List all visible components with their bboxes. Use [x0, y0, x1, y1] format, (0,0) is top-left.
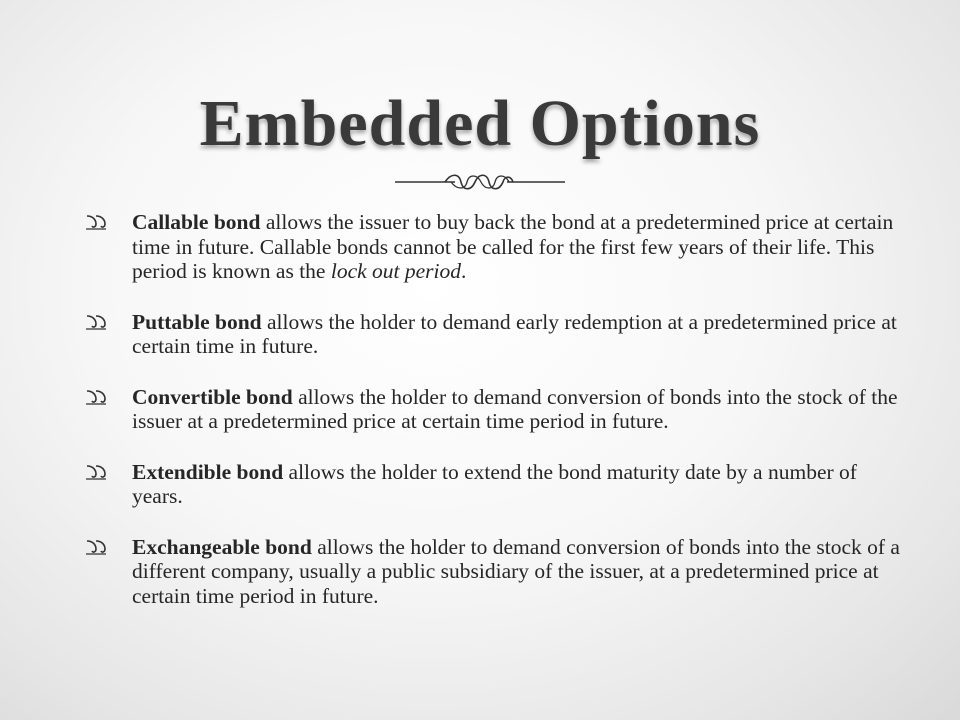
list-item [84, 535, 904, 609]
list-item [84, 210, 904, 284]
ornamental-scroll-bullet-icon [84, 462, 108, 482]
bullet-term: Callable bond [132, 210, 261, 234]
bullet-text: allows the holder to demand conversion of bonds into the stock of the issuer at a predetermined price at certain time period in future. [132, 384, 898, 433]
bullet-term: Convertible bond [132, 384, 293, 409]
list-item [84, 460, 904, 509]
bullet-term: Puttable bond [132, 309, 262, 334]
bullet-emphasis: lock out period [330, 259, 462, 283]
list-item [84, 385, 904, 434]
bullet-term: Extendible bond [132, 459, 284, 484]
list-item [84, 310, 904, 359]
ornamental-scroll-bullet-icon [84, 312, 108, 332]
ornamental-scroll-bullet-icon [84, 387, 108, 407]
bullet-text: allows the holder to demand early redemption at a predetermined price at certain time in future. [132, 309, 897, 358]
ornamental-scroll-bullet-icon [84, 212, 108, 232]
ornamental-scroll-bullet-icon [84, 537, 108, 557]
bullet-list [84, 210, 904, 634]
bullet-text: allows the holder to extend the bond maturity date by a number of years. [132, 459, 857, 508]
bullet-text: allows the holder to demand conversion of bonds into the stock of a different company, usually a public subsidiary of the issuer, at a predetermined price at certain time period in future. [132, 534, 900, 608]
bullet-term: Exchangeable bond [132, 534, 312, 559]
bullet-text: allows the issuer to buy back the bond at a predetermined price at certain time in future. Callable bonds cannot be called for the first few years of their life. This period is known as the [132, 210, 894, 283]
ornamental-flourish-divider-icon [395, 170, 565, 194]
bullet-text-after: . [461, 259, 467, 283]
slide-title: Embedded Options [199, 87, 761, 161]
